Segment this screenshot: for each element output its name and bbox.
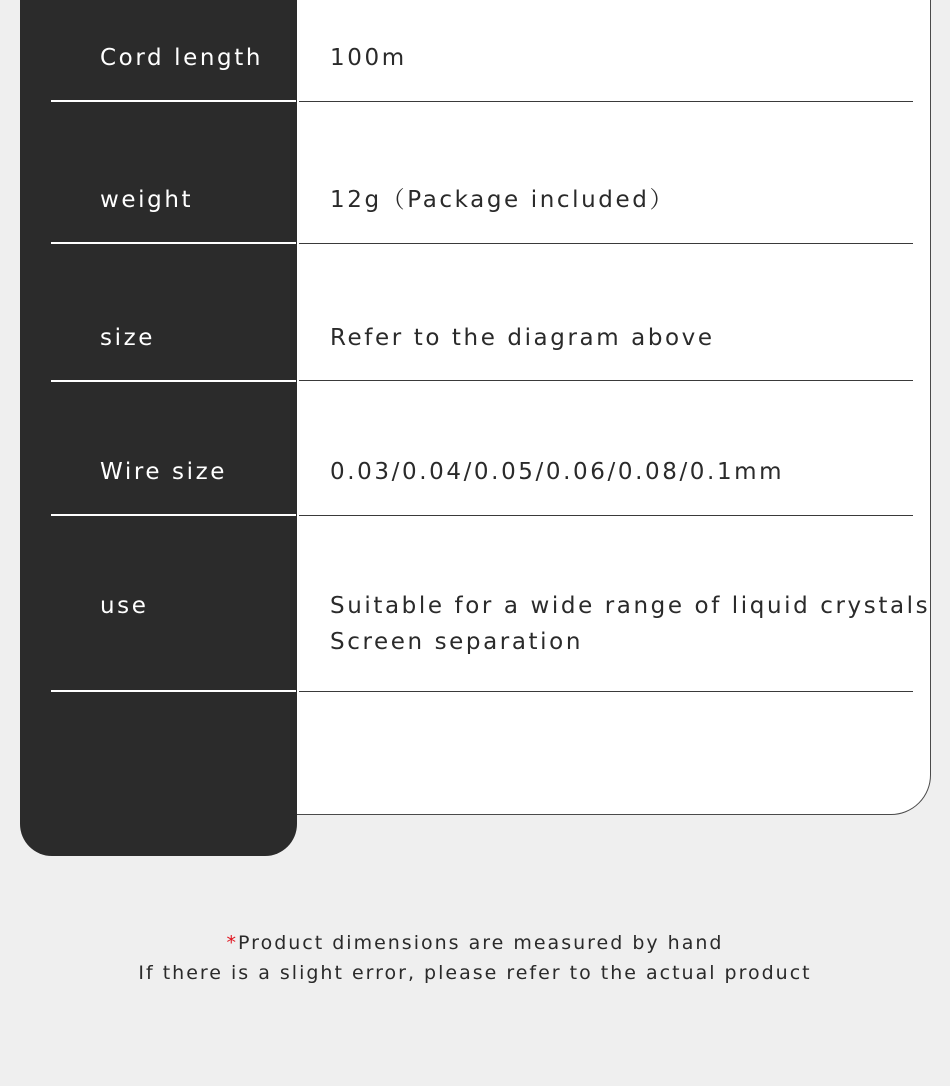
row-divider [299, 101, 913, 102]
spec-label: weight [100, 187, 194, 213]
row-divider [51, 100, 296, 102]
spec-value: 100m [330, 45, 407, 71]
footnote-line-2: If there is a slight error, please refer to the actual product [138, 962, 812, 984]
spec-label: Cord length [100, 45, 264, 71]
spec-label: size [100, 325, 155, 351]
row-divider [299, 243, 913, 244]
row-divider [299, 380, 913, 381]
spec-value: 12g（Package included） [330, 187, 676, 213]
spec-value: 0.03/0.04/0.05/0.06/0.08/0.1mm [330, 459, 785, 485]
spec-value-line-1: Suitable for a wide range of liquid crystals [330, 593, 931, 619]
asterisk-mark: * [226, 932, 239, 954]
spec-value: Refer to the diagram above [330, 325, 715, 351]
spec-value-line-2: Screen separation [330, 629, 584, 655]
footnote-line-1 [0, 928, 950, 958]
row-divider [51, 380, 296, 382]
row-divider [299, 691, 913, 692]
footnote-text-1: Product dimensions are measured by hand [238, 932, 724, 954]
spec-label: Wire size [100, 459, 228, 485]
row-divider [51, 514, 296, 516]
spec-label: use [100, 593, 149, 619]
row-divider [299, 515, 913, 516]
row-divider [51, 690, 296, 692]
row-divider [51, 242, 296, 244]
